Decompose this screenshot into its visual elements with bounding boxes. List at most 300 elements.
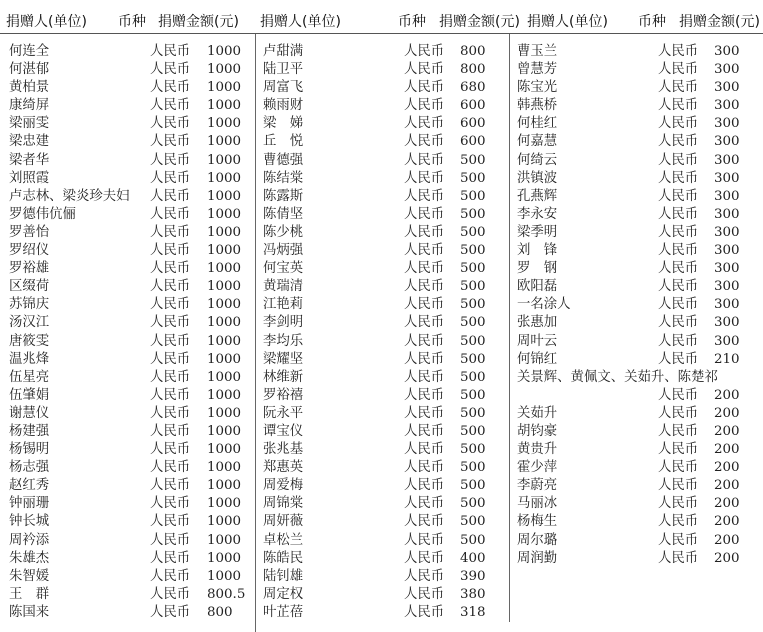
donor-name: 梁 娣: [263, 116, 304, 132]
column-divider-1: [255, 34, 256, 632]
donor-name: 罗绍仪: [9, 243, 50, 259]
donor-amount: 500: [460, 188, 486, 204]
donor-name: 曹德强: [263, 152, 304, 168]
donor-currency: 人民币: [658, 315, 699, 331]
donor-name: 赖雨财: [263, 98, 304, 114]
donor-amount: 500: [460, 170, 486, 186]
donor-currency: 人民币: [150, 405, 191, 421]
donor-row: [517, 550, 761, 568]
donor-amount: 200: [714, 387, 740, 403]
column-divider-2: [509, 34, 510, 622]
donor-amount: 1000: [207, 261, 242, 277]
donor-amount: 500: [460, 315, 486, 331]
donor-amount: 1000: [207, 224, 242, 240]
donor-amount: 500: [460, 369, 486, 385]
donor-currency: 人民币: [404, 496, 445, 512]
donor-amount: 600: [460, 98, 486, 114]
donor-amount: 500: [460, 206, 486, 222]
donor-amount: 1000: [207, 315, 242, 331]
donor-currency: 人民币: [404, 297, 445, 313]
donor-name: 陈宝光: [517, 80, 558, 96]
donor-amount: 300: [714, 134, 740, 150]
donor-row: [263, 387, 507, 405]
donor-row: [9, 296, 253, 314]
donor-currency: 人民币: [658, 134, 699, 150]
donor-row: [263, 43, 507, 61]
donor-amount: 300: [714, 261, 740, 277]
donor-amount: 500: [460, 387, 486, 403]
donor-name: 陈国来: [9, 604, 50, 620]
donor-amount: 400: [460, 550, 486, 566]
donor-amount: 200: [714, 442, 740, 458]
donor-currency: 人民币: [150, 460, 191, 476]
donor-row: [263, 170, 507, 188]
donor-currency: 人民币: [404, 152, 445, 168]
donor-amount: 300: [714, 152, 740, 168]
donor-name: 何湛郁: [9, 62, 50, 78]
donor-amount: 300: [714, 98, 740, 114]
donor-row: [9, 441, 253, 459]
donor-name: 陈皓民: [263, 550, 304, 566]
donor-row: [263, 441, 507, 459]
currency-header-2: 币种: [398, 14, 426, 30]
donor-amount: 300: [714, 170, 740, 186]
donor-name: 罗善怡: [9, 224, 50, 240]
donor-name: 何连全: [9, 44, 50, 59]
donor-row: [9, 97, 253, 115]
donor-name: 赵红秀: [9, 478, 50, 494]
donor-amount: 200: [714, 423, 740, 439]
donor-name: 卓松兰: [263, 532, 304, 548]
donor-row: [517, 495, 761, 513]
donor-currency: 人民币: [404, 170, 445, 186]
donor-currency: 人民币: [404, 279, 445, 295]
donor-name: 康绮屏: [9, 98, 50, 114]
donor-amount: 500: [460, 279, 486, 295]
donor-name: 钟丽珊: [9, 496, 50, 512]
donor-row: [263, 513, 507, 531]
donor-currency: 人民币: [150, 496, 191, 512]
donor-row: [263, 296, 507, 314]
donor-row: [263, 550, 507, 568]
donor-name: 陆钊雄: [263, 568, 304, 584]
donor-currency: 人民币: [658, 98, 699, 114]
donor-row: [9, 387, 253, 405]
donor-name: 罗德伟伉俪: [9, 206, 76, 222]
donor-currency: 人民币: [658, 170, 699, 186]
donor-name: 周定权: [263, 586, 304, 602]
donor-name: 梁耀坚: [263, 351, 304, 367]
donor-currency: 人民币: [404, 532, 445, 548]
donor-currency: 人民币: [404, 351, 445, 367]
donor-amount: 800: [460, 44, 486, 59]
donor-row: [517, 206, 761, 224]
donor-name: 杨锡明: [9, 442, 50, 458]
donor-currency: 人民币: [404, 206, 445, 222]
donor-amount: 1000: [207, 405, 242, 421]
donor-amount: 1000: [207, 387, 242, 403]
donor-row: [263, 224, 507, 242]
donor-name: 罗 钢: [517, 261, 558, 277]
donor-name: 卢志林、梁炎珍夫妇: [9, 188, 130, 204]
donor-currency: 人民币: [658, 532, 699, 548]
donor-amount: 1000: [207, 297, 242, 313]
donor-name: 周尔璐: [517, 532, 558, 548]
donor-amount: 200: [714, 514, 740, 530]
donor-currency: 人民币: [658, 224, 699, 240]
donor-name: 陈倩坚: [263, 206, 304, 222]
donor-name: 区缀荷: [9, 279, 50, 295]
donor-currency: 人民币: [404, 387, 445, 403]
donor-row: [9, 206, 253, 224]
donor-row: [263, 61, 507, 79]
donor-currency: 人民币: [404, 369, 445, 385]
donor-row: [9, 568, 253, 586]
donor-amount: 1000: [207, 170, 242, 186]
donor-currency: 人民币: [150, 604, 191, 620]
donor-row: [9, 532, 253, 550]
donor-name: 叶芷蓓: [263, 604, 304, 620]
donor-amount: 300: [714, 333, 740, 349]
table-header: [0, 0, 763, 34]
donor-name: 陈结棠: [263, 170, 304, 186]
donor-row: [263, 532, 507, 550]
donor-amount: 300: [714, 62, 740, 78]
donor-amount: 500: [460, 478, 486, 494]
donor-row: [517, 97, 761, 115]
donor-row: [9, 550, 253, 568]
donor-currency: 人民币: [404, 442, 445, 458]
donor-row: [9, 115, 253, 133]
amount-header-3: 捐赠金额(元): [679, 14, 760, 30]
donor-row: [517, 459, 761, 477]
donor-row: [517, 278, 761, 296]
donor-amount: 800.5: [207, 586, 246, 602]
donor-currency: 人民币: [404, 80, 445, 96]
donor-name: 李均乐: [263, 333, 304, 349]
donor-amount: 210: [714, 351, 740, 367]
donor-name: 梁季明: [517, 224, 558, 240]
donor-amount: 1000: [207, 206, 242, 222]
donor-amount: 500: [460, 333, 486, 349]
donor-row: [517, 170, 761, 188]
donor-name: 何锦红: [517, 351, 558, 367]
donor-currency: 人民币: [404, 568, 445, 584]
donor-currency: 人民币: [150, 152, 191, 168]
donor-name: 洪镇波: [517, 170, 558, 186]
donor-row: [9, 170, 253, 188]
donor-row: [517, 115, 761, 133]
donor-amount: 200: [714, 532, 740, 548]
donor-amount: 500: [460, 351, 486, 367]
donor-currency: 人民币: [658, 80, 699, 96]
donor-amount: 1000: [207, 478, 242, 494]
donor-currency: 人民币: [404, 315, 445, 331]
donor-currency: 人民币: [150, 261, 191, 277]
donor-name: 罗裕禧: [263, 387, 304, 403]
donor-currency: 人民币: [404, 514, 445, 530]
currency-header-1: 币种: [118, 14, 146, 30]
donor-name: 卢甜满: [263, 44, 304, 59]
donor-currency: 人民币: [404, 62, 445, 78]
donor-currency: 人民币: [404, 478, 445, 494]
donor-row: [263, 423, 507, 441]
donor-name: 伍星亮: [9, 369, 50, 385]
donor-amount: 500: [460, 442, 486, 458]
donor-name: 关茹升: [517, 405, 558, 421]
donor-amount: 1000: [207, 369, 242, 385]
donor-row: [263, 152, 507, 170]
donor-name: 王 群: [9, 586, 50, 602]
donor-name: 李剑明: [263, 315, 304, 331]
donor-header-1: 捐赠人(单位): [6, 14, 87, 30]
donor-amount: 500: [460, 297, 486, 313]
donor-amount: 300: [714, 279, 740, 295]
donor-name: 谭宝仪: [263, 423, 304, 439]
donor-row: [263, 242, 507, 260]
donor-currency: 人民币: [150, 315, 191, 331]
donor-row: [9, 314, 253, 332]
donor-row: [263, 604, 507, 622]
donor-name: 温兆烽: [9, 351, 50, 367]
donor-amount: 1000: [207, 116, 242, 132]
donor-row: [9, 477, 253, 495]
donor-amount: 300: [714, 80, 740, 96]
donor-column-2: [263, 43, 507, 622]
donor-amount: 300: [714, 243, 740, 259]
donor-row: [9, 333, 253, 351]
donor-amount: 500: [460, 261, 486, 277]
donor-currency: 人民币: [658, 44, 699, 59]
donor-currency: 人民币: [150, 442, 191, 458]
donor-name: 黄柏景: [9, 80, 50, 96]
donor-amount: 500: [460, 423, 486, 439]
donor-currency: 人民币: [404, 134, 445, 150]
donor-row: [9, 152, 253, 170]
donor-name: 李蔚亮: [517, 478, 558, 494]
donor-amount: 200: [714, 460, 740, 476]
donor-row: [517, 43, 761, 61]
donor-amount: 800: [460, 62, 486, 78]
donor-row: [9, 423, 253, 441]
donor-row: [263, 260, 507, 278]
donor-name: 梁者华: [9, 152, 50, 168]
donor-name: 江艳莉: [263, 297, 304, 313]
donor-amount: 1000: [207, 442, 242, 458]
donor-amount: 1000: [207, 423, 242, 439]
donor-amount: 1000: [207, 62, 242, 78]
donor-row: [263, 97, 507, 115]
donor-amount: 1000: [207, 134, 242, 150]
donor-row: [263, 405, 507, 423]
donor-row: [9, 495, 253, 513]
donor-amount: 1000: [207, 460, 242, 476]
donor-row: [263, 278, 507, 296]
donor-header-3: 捐赠人(单位): [527, 14, 608, 30]
donor-row: [517, 61, 761, 79]
donor-currency: 人民币: [404, 188, 445, 204]
donor-row: [9, 604, 253, 622]
donor-name: 阮永平: [263, 405, 304, 421]
donor-name: 孔燕辉: [517, 188, 558, 204]
donor-row: [263, 115, 507, 133]
donor-currency: 人民币: [404, 423, 445, 439]
donor-currency: 人民币: [150, 478, 191, 494]
donor-row: [9, 513, 253, 531]
donor-row: [517, 260, 761, 278]
donor-name: 汤汉江: [9, 315, 50, 331]
donor-row: [9, 405, 253, 423]
donor-currency: 人民币: [150, 586, 191, 602]
donor-name: 张兆基: [263, 442, 304, 458]
donor-name: 何宝英: [263, 261, 304, 277]
currency-header-3: 币种: [638, 14, 666, 30]
donor-currency: 人民币: [658, 496, 699, 512]
donor-row: [263, 477, 507, 495]
donor-amount: 1000: [207, 351, 242, 367]
donor-row: [263, 133, 507, 151]
donor-amount: 500: [460, 532, 486, 548]
donor-amount: 680: [460, 80, 486, 96]
donor-currency: 人民币: [658, 206, 699, 222]
donor-name: 朱智媛: [9, 568, 50, 584]
donor-name: 何桂红: [517, 116, 558, 132]
donor-name: 周叶云: [517, 333, 558, 349]
donor-amount: 600: [460, 134, 486, 150]
donor-amount: 1000: [207, 152, 242, 168]
donor-amount: 200: [714, 496, 740, 512]
donor-name: 周富飞: [263, 80, 304, 96]
donor-name: 郑惠英: [263, 460, 304, 476]
donor-name: 刘照霞: [9, 170, 50, 186]
donor-row: [517, 314, 761, 332]
donor-currency: 人民币: [658, 442, 699, 458]
donor-row: [9, 242, 253, 260]
donor-currency: 人民币: [658, 478, 699, 494]
donor-currency: 人民币: [658, 62, 699, 78]
donor-currency: 人民币: [150, 279, 191, 295]
donor-currency: 人民币: [658, 514, 699, 530]
donor-currency: 人民币: [658, 387, 699, 403]
donor-name: 一名涂人: [517, 297, 571, 313]
donor-row: [9, 43, 253, 61]
donor-name: 杨建强: [9, 423, 50, 439]
donor-currency: 人民币: [150, 568, 191, 584]
donor-name: 伍肇娟: [9, 387, 50, 403]
donor-row: [263, 568, 507, 586]
donor-name: 马丽冰: [517, 496, 558, 512]
donor-currency: 人民币: [150, 351, 191, 367]
donor-name: 周妍薇: [263, 514, 304, 530]
donor-currency: 人民币: [150, 387, 191, 403]
amount-header-1: 捐赠金额(元): [158, 14, 239, 30]
donor-currency: 人民币: [658, 333, 699, 349]
donor-name: 陈露斯: [263, 188, 304, 204]
donor-row: [9, 133, 253, 151]
donor-name: 罗裕雄: [9, 261, 50, 277]
donor-currency: 人民币: [658, 243, 699, 259]
donor-header-2: 捐赠人(单位): [260, 14, 341, 30]
donor-currency: 人民币: [404, 405, 445, 421]
donor-currency: 人民币: [150, 116, 191, 132]
donor-name: 梁丽雯: [9, 116, 50, 132]
donor-amount: 300: [714, 224, 740, 240]
donor-row: [517, 188, 761, 206]
donor-amount: 800: [207, 604, 233, 620]
donor-name: 苏锦庆: [9, 297, 50, 313]
donor-name: 陈少桃: [263, 224, 304, 240]
donor-amount: 1000: [207, 514, 242, 530]
donor-name: 何嘉慧: [517, 134, 558, 150]
donor-row: [517, 333, 761, 351]
donor-name: 欧阳磊: [517, 279, 558, 295]
donor-currency: 人民币: [150, 532, 191, 548]
donor-currency: 人民币: [404, 333, 445, 349]
donor-row: [517, 369, 761, 387]
donor-name: 周锦棠: [263, 496, 304, 512]
donor-amount: 300: [714, 315, 740, 331]
donor-name: 胡钧豪: [517, 423, 558, 439]
donor-row: [263, 333, 507, 351]
donor-amount: 1000: [207, 98, 242, 114]
donor-name: 杨志强: [9, 460, 50, 476]
donor-amount: 200: [714, 405, 740, 421]
donor-name: 黄贵升: [517, 442, 558, 458]
donor-currency: 人民币: [404, 44, 445, 59]
donor-amount: 1000: [207, 550, 242, 566]
donor-name: 冯炳强: [263, 243, 304, 259]
donor-name: 钟长城: [9, 514, 50, 530]
donor-amount: 380: [460, 586, 486, 602]
donor-currency: 人民币: [404, 98, 445, 114]
donor-amount: 1000: [207, 279, 242, 295]
donor-currency: 人民币: [150, 369, 191, 385]
donor-row: [263, 495, 507, 513]
donor-row: [517, 152, 761, 170]
donor-amount: 1000: [207, 188, 242, 204]
donor-currency: 人民币: [658, 261, 699, 277]
donor-row: [263, 206, 507, 224]
donor-name: 周爱梅: [263, 478, 304, 494]
donor-currency: 人民币: [658, 460, 699, 476]
donor-row: [263, 188, 507, 206]
donor-name: 关景辉、黄佩文、关茹升、陈楚祁: [517, 369, 718, 385]
donor-row: [263, 459, 507, 477]
donor-row: [517, 224, 761, 242]
donor-currency: 人民币: [150, 134, 191, 150]
donor-amount: 1000: [207, 568, 242, 584]
donor-currency: 人民币: [150, 297, 191, 313]
donor-row: [9, 61, 253, 79]
donor-currency: 人民币: [658, 188, 699, 204]
donor-currency: 人民币: [404, 586, 445, 602]
donor-amount: 500: [460, 224, 486, 240]
donor-column-1: [9, 43, 253, 622]
donor-amount: 390: [460, 568, 486, 584]
donor-amount: 300: [714, 188, 740, 204]
donor-row: [517, 441, 761, 459]
donor-currency: 人民币: [150, 98, 191, 114]
donor-amount: 1000: [207, 80, 242, 96]
donor-name: 曾慧芳: [517, 62, 558, 78]
donor-amount: 1000: [207, 333, 242, 349]
donor-row: [517, 405, 761, 423]
donor-amount: 500: [460, 496, 486, 512]
donor-name: 朱雄杰: [9, 550, 50, 566]
donor-currency: 人民币: [404, 224, 445, 240]
amount-header-2: 捐赠金额(元): [439, 14, 520, 30]
donor-currency: 人民币: [658, 279, 699, 295]
